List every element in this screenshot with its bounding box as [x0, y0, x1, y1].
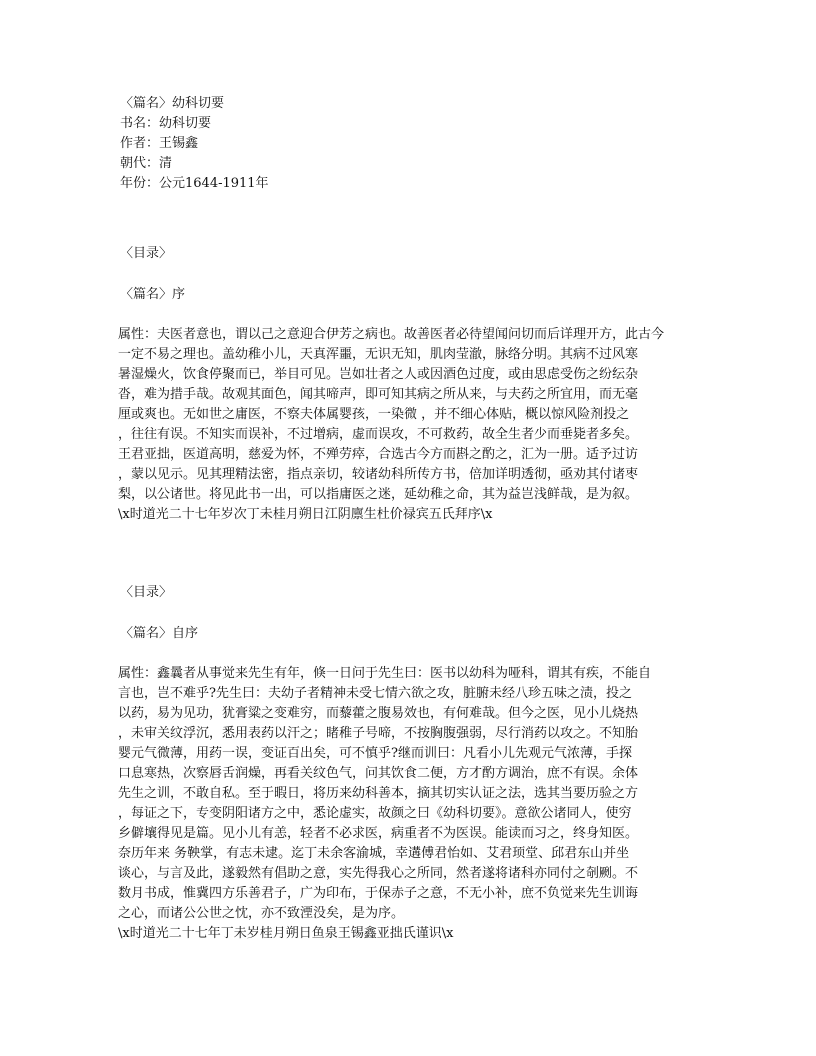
author: 作者：王锡鑫 [120, 136, 199, 151]
body-line: ，每证之下，专变阴阳诸方之中，悉论虚实，故颜之曰《幼科切要》。意欲公诸同人，使穷 [118, 806, 632, 821]
section-self-preface [120, 583, 695, 944]
book-name: 书名：幼科切要 [120, 116, 212, 131]
section-preface [120, 244, 695, 525]
body-line: 言也，岂不难乎?先生曰：夫幼子者精神未受七情六欲之攻，脏腑未经八珍五味之渍，投之 [118, 686, 632, 701]
body-line: 属性：鑫曩者从事觉来先生有年，倏一日问于先生曰：医书以幼科为哑科，谓其有疾，不能自 [118, 666, 652, 681]
body-line: 梨，以公诸世。将见此书一出，可以指庸医之迷，延幼稚之命，其为益岂浅鲜哉，是为叙。 [118, 487, 639, 502]
signature-line: \x时道光二十七年丁未岁桂月朔日鱼泉王锡鑫亚拙氏谨识\x [118, 926, 454, 941]
self-preface-body [118, 664, 695, 944]
body-line: 厘或爽也。无如世之庸医，不察夫体属婴孩，一染微 ，并不细心体贴，概以惊风险剂投之 [118, 407, 630, 422]
toc-label: 〈目录〉 [120, 585, 173, 600]
chapter-title: 〈篇名〉幼科切要 [120, 96, 225, 111]
preface-body [118, 325, 695, 525]
body-line: 乡僻壤得见是篇。见小儿有恙，轻者不必求医，病重者不为医误。能读而习之，终身知医。 [118, 826, 639, 841]
body-line: 一定不易之理也。盖幼稚小儿，天真浑噩，无识无知，肌肉莹澈，脉络分明。其病不过风寒 [118, 347, 639, 362]
body-line: 之心，而诸公公世之忱，亦不致湮没矣，是为序。 [118, 906, 405, 921]
body-line: 以药，易为见功，犹膏粱之变难穷，而藜藿之腹易效也，有何难哉。但今之医，见小儿烧热 [118, 706, 639, 721]
body-line: 婴元气微薄，用药一误，变证百出矣，可不慎乎?继而训曰：凡看小儿先观元气浓薄，手探 [118, 746, 632, 761]
document-page [120, 94, 695, 944]
section-title: 〈篇名〉序 [120, 287, 186, 302]
body-line: 谈心，与言及此，遂毅然有倡助之意，实先得我心之所同，然者遂将诸科亦同付之剞劂。不 [118, 866, 639, 881]
body-line: ，未审关纹浮沉，悉用表药以汗之；睹稚子号啼，不按胸腹强弱，尽行消药以攻之。不知胎 [118, 726, 639, 741]
body-line: 沓，难为措手哉。故观其面色，闻其啼声，即可知其病之所从来，与夫药之所宜用，而无毫 [118, 387, 639, 402]
body-line: 属性：夫医者意也，谓以己之意迎合伊芳之病也。故善医者必待望闻问切而后详理开方，此古今 [118, 327, 665, 342]
signature-line: \x时道光二十七年岁次丁未桂月朔日江阴廪生杜价禄宾五氏拜序\x [118, 507, 493, 522]
body-line: 先生之训，不敢自私。至于暇日，将历来幼科善本，摘其切实认证之法，选其当要历验之方 [118, 786, 639, 801]
body-line: 口息寒热，次察唇舌润燥，再看关纹色气，问其饮食二便，方才酌方调治，庶不有误。余体 [118, 766, 639, 781]
dynasty: 朝代：清 [120, 156, 173, 171]
toc-label: 〈目录〉 [120, 246, 173, 261]
body-line: 王君亚拙，医道高明，慈爱为怀，不殚劳瘁，合选古今方而斟之酌之，汇为一册。适予过访 [118, 447, 639, 462]
years: 年份：公元1644-1911年 [120, 176, 269, 191]
body-line: 奈历年来 务鞅掌，有志未逮。迄丁未余客渝城，幸遘傅君怡如、艾君顼堂、邱君东山并坐 [118, 846, 630, 861]
body-line: ，蒙以见示。见其理精法密，指点亲切，较诸幼科所传方书，倍加详明透彻，亟劝其付诸枣 [118, 467, 639, 482]
body-line: 暑湿燥火，饮食停聚而已，举目可见。岂如壮者之人或因酒色过度，或由思虑受伤之纷纭杂 [118, 367, 639, 382]
section-title: 〈篇名〉自序 [120, 626, 199, 641]
body-line: 数月书成，惟冀四方乐善君子，广为印布，于保赤子之意，不无小补，庶不负觉来先生训诲 [118, 886, 639, 901]
body-line: ，往往有误。不知实而误补，不过增病，虚而误攻，不可救药，故全生者少而垂毙者多矣。 [118, 427, 639, 442]
header-block [120, 94, 695, 194]
